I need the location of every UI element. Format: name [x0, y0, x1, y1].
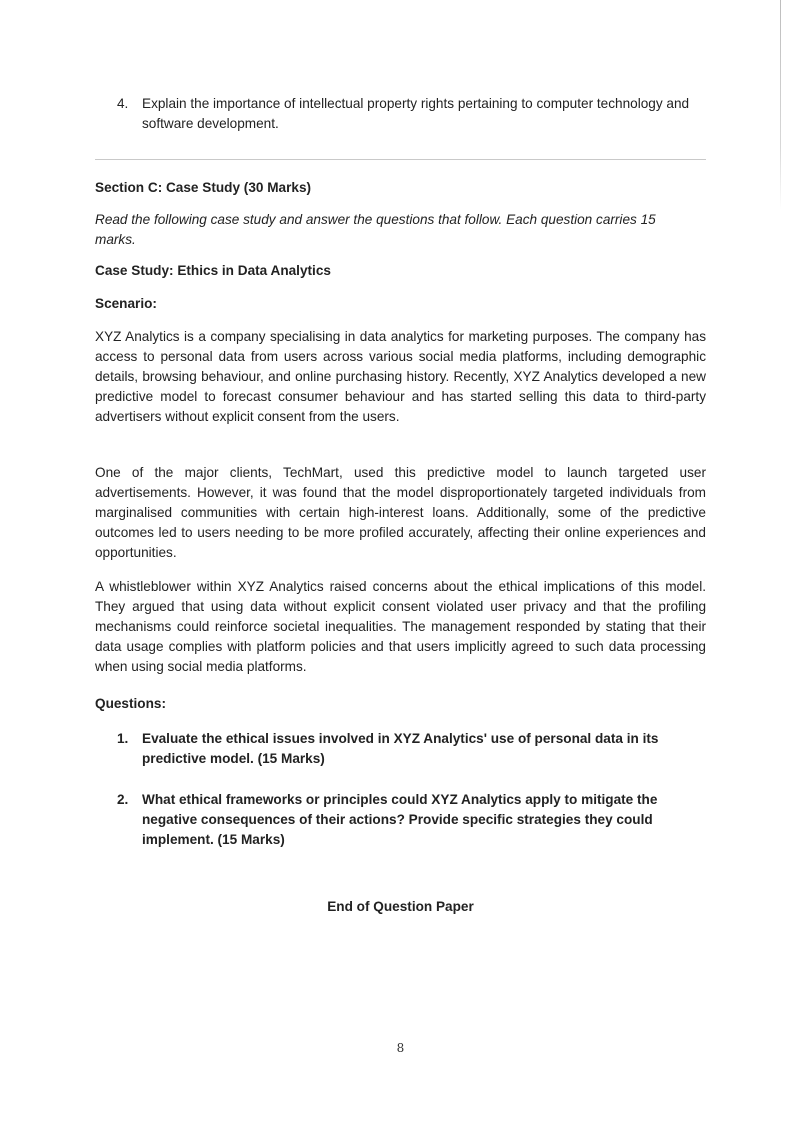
questions-label: Questions: — [95, 696, 166, 711]
question-2-text: What ethical frameworks or principles could XYZ Analytics apply to mitigate the negative consequences of their actions? Provide specific strategies they could implement. (15 Marks) — [142, 792, 658, 847]
questions-list — [95, 729, 706, 850]
scenario-paragraph-1: XYZ Analytics is a company specialising in data analytics for marketing purposes. The company has access to personal data from users across various social media platforms, including demographic details, browsing behaviour, and online purchasing history. Recently, XYZ Analytics developed a new predictive model to forecast consumer behaviour and has started selling this data to third-party advertisers without explicit consent from the users. — [95, 329, 706, 424]
section-instructions: Read the following case study and answer the questions that follow. Each question carries 15 marks. — [95, 212, 656, 247]
question-2-number: 2. — [117, 792, 129, 807]
scenario-paragraph-2: One of the major clients, TechMart, used this predictive model to launch targeted user advertisements. However, it was found that the model disproportionately targeted individuals from marginalised communities with certain high-interest loans. Additionally, some of the predictive outcomes led to users needing to be more profiled accurately, affecting their online experiences and opportunities. — [95, 465, 706, 560]
question-2 — [117, 790, 697, 850]
section-title: Section C: Case Study (30 Marks) — [95, 180, 312, 195]
end-of-paper: End of Question Paper — [327, 899, 474, 914]
section-divider — [95, 159, 706, 160]
case-study-title: Case Study: Ethics in Data Analytics — [95, 263, 331, 278]
page-number: 8 — [396, 1041, 405, 1055]
scenario-label: Scenario: — [95, 296, 157, 311]
question-1-number: 1. — [117, 731, 129, 746]
question-4-number: 4. — [117, 96, 129, 111]
question-4 — [95, 94, 706, 134]
scan-edge-line — [780, 0, 781, 210]
question-4-text: Explain the importance of intellectual property rights pertaining to computer technology and software development. — [142, 96, 690, 131]
question-1-text: Evaluate the ethical issues involved in XYZ Analytics' use of personal data in its predictive model. (15 Marks) — [142, 731, 659, 766]
scenario-paragraph-3: A whistleblower within XYZ Analytics raised concerns about the ethical implications of this model. They argued that using data without explicit consent violated user privacy and that the profiling mechanisms could reinforce societal inequalities. The management responded by stating that their data usage complies with platform policies and that users implicitly agreed to such data processing when using social media platforms. — [95, 579, 706, 674]
question-1 — [117, 729, 697, 769]
